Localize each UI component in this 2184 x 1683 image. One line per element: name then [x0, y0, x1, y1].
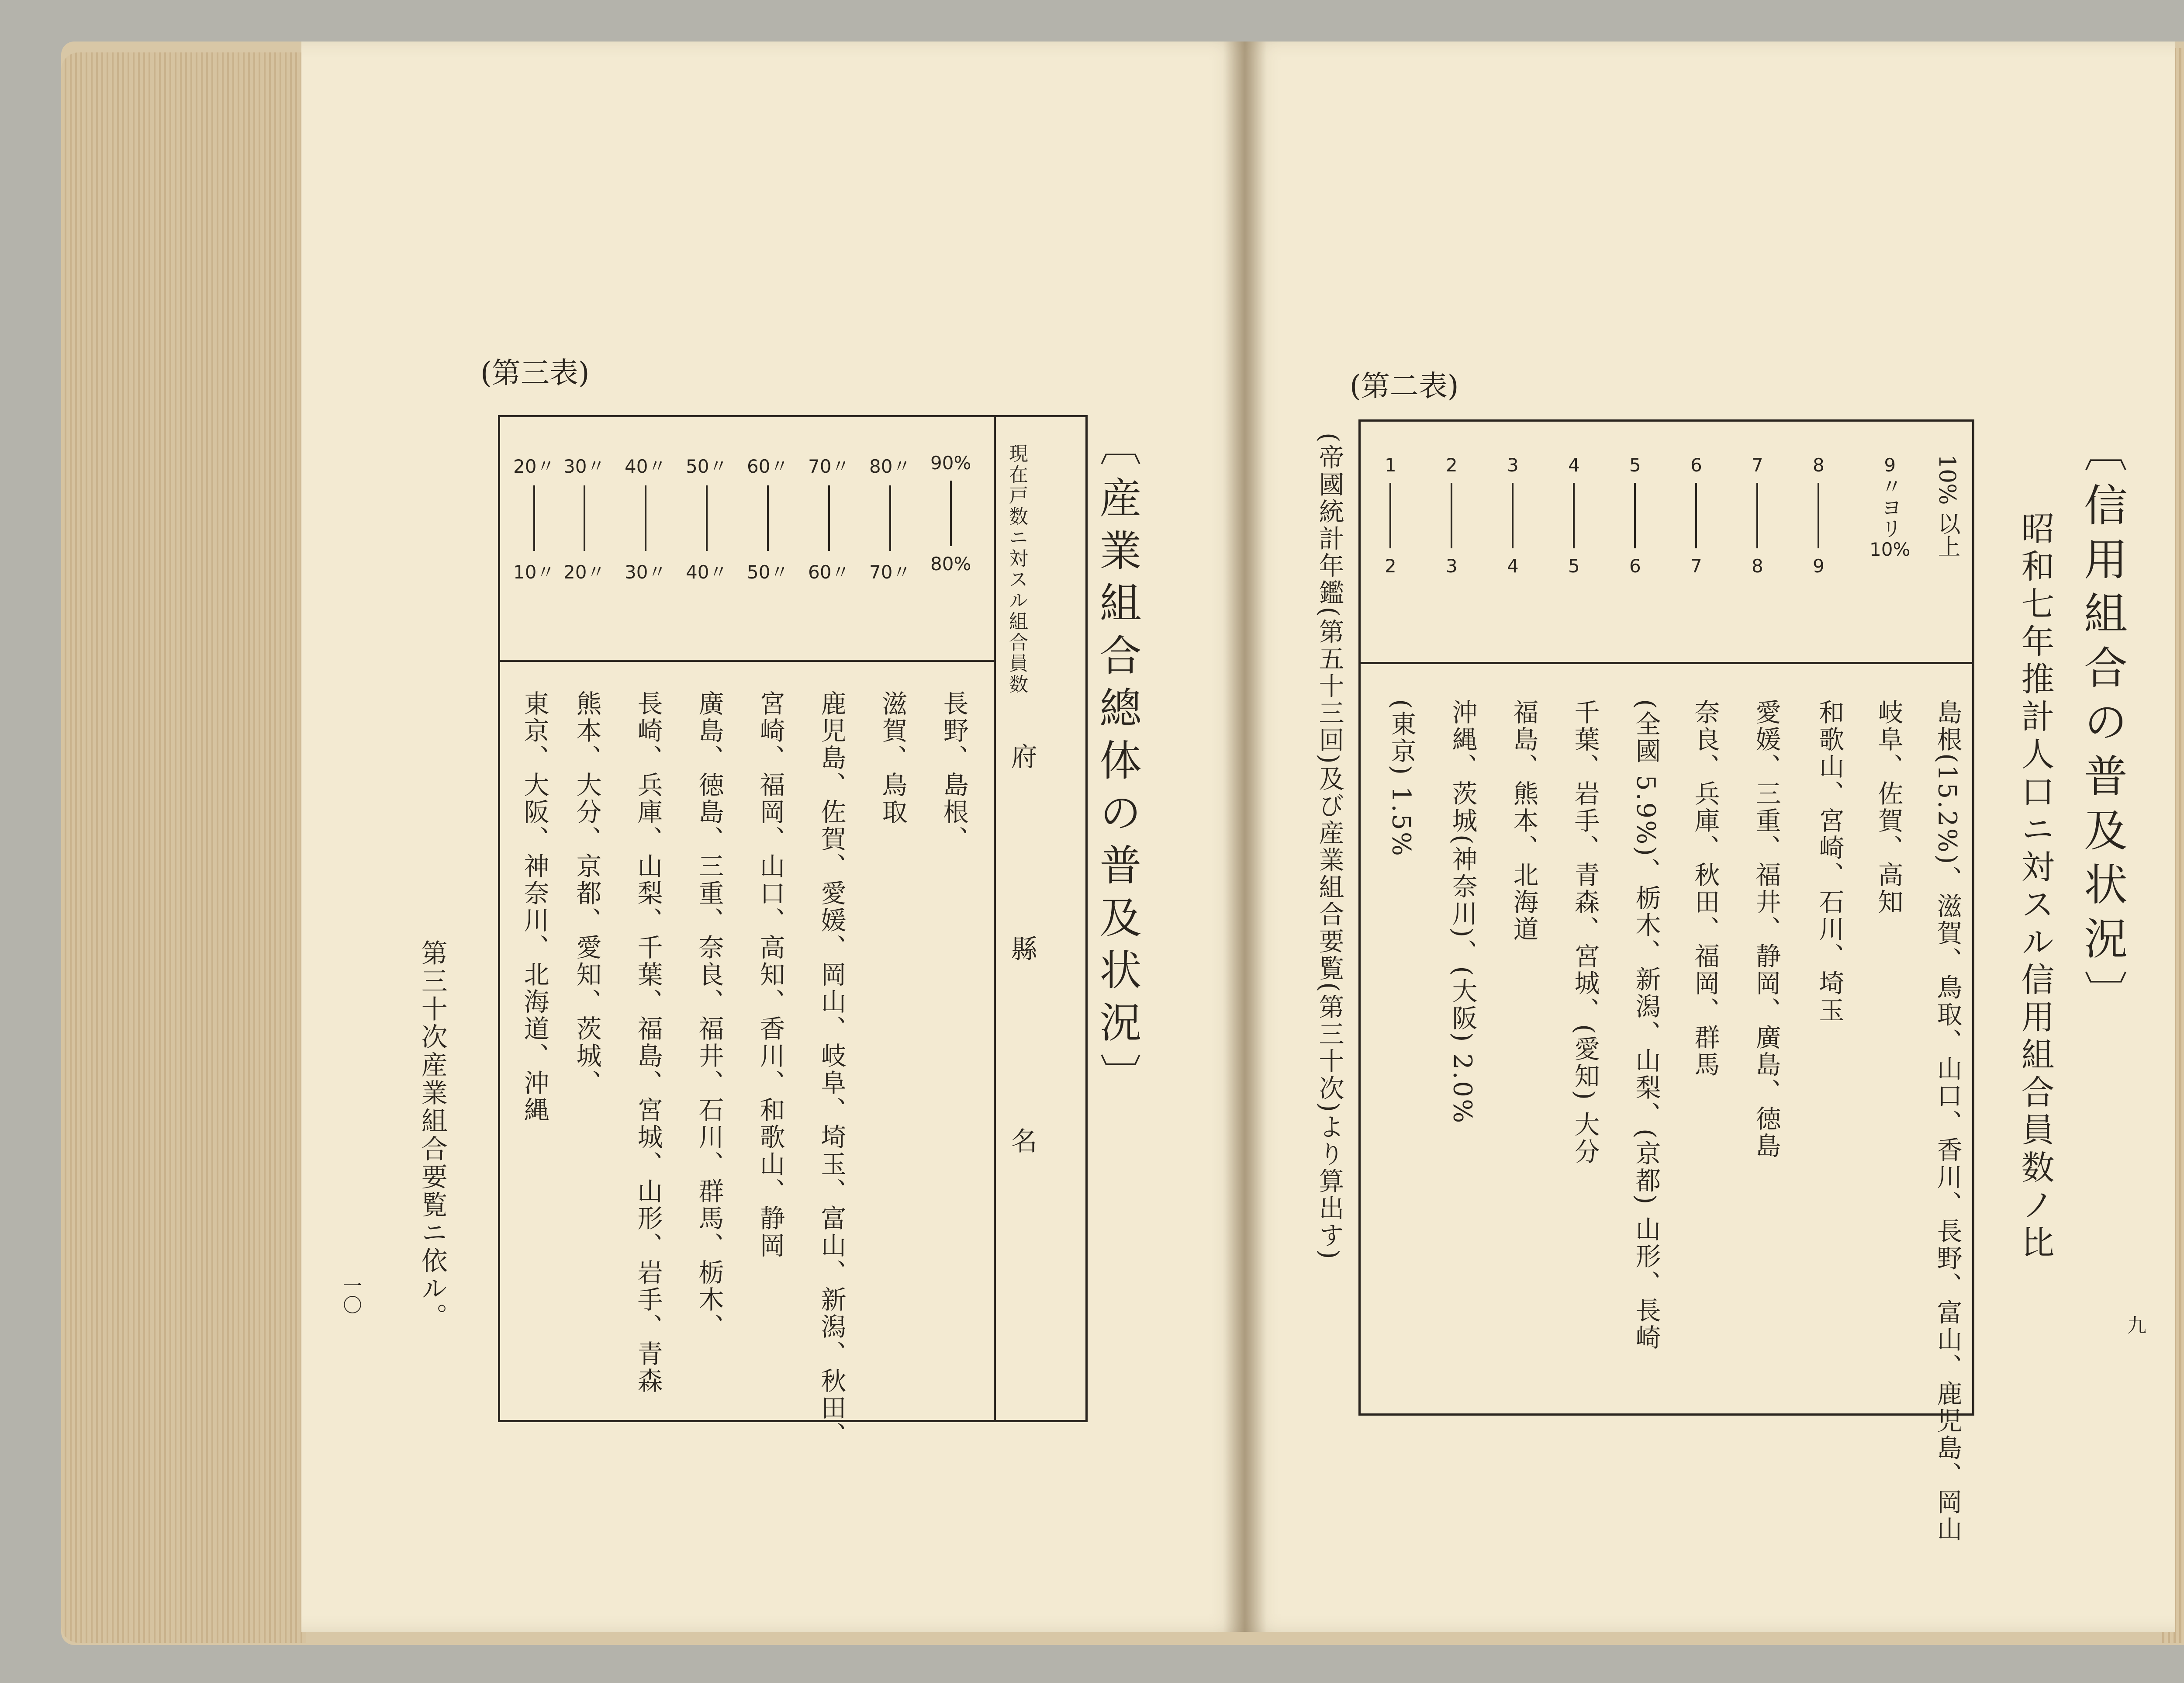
- right-page-number: 九: [2124, 1315, 2146, 1334]
- left-range-row-1: [930, 452, 971, 575]
- right-range-label: 10% 以上: [1934, 454, 1960, 558]
- left-pref-row-5: 廣島、徳島、三重、奈良、福井、石川、群馬、栃木、: [694, 690, 724, 1340]
- right-range-to: 8: [1752, 555, 1763, 577]
- right-pref-row-4: 愛媛、三重、福井、静岡、廣島、徳島: [1751, 699, 1781, 1160]
- left-page-title: 〔産業組合總体の普及状況〕: [1093, 424, 1142, 1105]
- right-range-to: 5: [1568, 555, 1580, 577]
- left-pref-row-3: 鹿児島、佐賀、愛媛、岡山、岐阜、埼玉、富山、新潟、秋田、: [816, 690, 847, 1449]
- left-range-from: 40〃: [625, 456, 667, 477]
- left-page-number: 一〇: [339, 1276, 362, 1314]
- right-range-from: 2: [1446, 454, 1458, 476]
- gutter-shadow: [1223, 42, 1267, 1632]
- left-pref-row-7: 熊本、大分、京都、愛知、茨城、: [572, 690, 602, 1097]
- right-range-from: 3: [1507, 454, 1519, 476]
- right-range-to: 7: [1690, 555, 1702, 577]
- left-table-header-rule: [498, 660, 996, 662]
- left-range-to: 40〃: [686, 561, 728, 583]
- right-range-row-8: [1507, 454, 1519, 577]
- left-pref-row-2: 滋賀、鳥取: [878, 690, 908, 826]
- right-range-row-6: [1629, 454, 1641, 577]
- right-range-to: 2: [1385, 555, 1396, 577]
- right-pref-row-6: (全國 5.9%)、栃木、新潟、山梨、(京都) 山形、長崎: [1631, 699, 1661, 1351]
- right-pref-row-5: 奈良、兵庫、秋田、福岡、群馬: [1690, 699, 1720, 1078]
- left-range-to: 50〃: [747, 561, 789, 583]
- left-range-from: 30〃: [563, 456, 605, 477]
- left-pref-row-6: 長崎、兵庫、山梨、千葉、福島、宮城、山形、岩手、青森: [633, 690, 663, 1395]
- right-range-from: 5: [1629, 454, 1641, 476]
- left-range-to: 10〃: [513, 561, 555, 583]
- right-source-note: (帝國統計年鑑(第五十三回)及び産業組合要覧(第三十次)より算出す): [1314, 433, 1344, 1261]
- right-range-to: 9: [1813, 555, 1825, 577]
- left-pref-row-1: 長野、島根、: [939, 690, 969, 853]
- right-pref-row-1: 島根(15.2%)、滋賀、鳥取、山口、香川、長野、富山、鹿児島、岡山: [1932, 699, 1963, 1543]
- right-range-to: 6: [1629, 555, 1641, 577]
- left-range-row-2: [869, 452, 911, 584]
- right-range-from: 8: [1813, 454, 1825, 476]
- left-header-pref: 府 縣 名: [1006, 743, 1037, 1223]
- left-range-from: 80〃: [869, 456, 911, 477]
- right-page-subtitle: 昭和七年推計人口ニ対スル信用組合員数ノ比: [2016, 511, 2055, 1263]
- right-range-from: 6: [1690, 454, 1702, 476]
- right-pref-row-10: (東京) 1.5%: [1386, 699, 1417, 858]
- right-pref-row-9: 沖縄、茨城(神奈川)、(大阪) 2.0%: [1448, 699, 1478, 1125]
- left-header-rate: 現在戸数ニ対スル組合員数: [1006, 443, 1028, 695]
- right-range-to: 3: [1446, 555, 1458, 577]
- show-through-text: [336, 435, 369, 1396]
- right-range-row-7: [1568, 454, 1580, 577]
- right-range-from: 9: [1884, 454, 1896, 476]
- right-range-row-10: [1385, 454, 1396, 577]
- left-range-row-4: [747, 452, 788, 584]
- left-table-col-rule: [994, 415, 996, 1420]
- left-range-from: 50〃: [686, 456, 728, 477]
- page-edges-left: [61, 52, 306, 1643]
- left-range-row-7: [563, 452, 605, 584]
- left-range-row-5: [686, 452, 727, 584]
- right-range-row-3: [1813, 454, 1825, 577]
- right-range-row-9: [1446, 454, 1458, 577]
- left-range-from: 60〃: [747, 456, 789, 477]
- left-range-from: 70〃: [808, 456, 850, 477]
- left-range-to: 20〃: [563, 561, 605, 583]
- right-range-from: 4: [1568, 454, 1580, 476]
- right-pref-row-7: 千葉、岩手、青森、宮城、(愛知) 大分: [1570, 699, 1600, 1166]
- right-range-to: 10%: [1870, 539, 1911, 560]
- left-source-note: 第三十次産業組合要覧ニ依ル。: [417, 939, 448, 1331]
- right-page-title: 〔信用組合の普及状況〕: [2077, 428, 2128, 1024]
- left-range-to: 80%: [930, 553, 971, 575]
- left-range-row-8: [513, 452, 555, 584]
- right-range-note: 〃ヨリ: [1877, 476, 1902, 539]
- left-range-to: 70〃: [869, 561, 911, 583]
- left-pref-row-8: 東京、大阪、神奈川、北海道、沖縄: [519, 690, 549, 1124]
- right-pref-row-2: 岐阜、佐賀、高知: [1873, 699, 1904, 916]
- right-pref-row-8: 福島、熊本、北海道: [1509, 699, 1539, 943]
- left-range-row-3: [808, 452, 850, 584]
- right-range-to: 4: [1507, 555, 1519, 577]
- right-range-row-4: [1752, 454, 1763, 577]
- right-range-row-1: [1931, 454, 1963, 558]
- right-range-from: 7: [1752, 454, 1763, 476]
- left-range-from: 20〃: [513, 456, 555, 477]
- left-table-label: (第三表): [480, 356, 590, 390]
- left-range-from: 90%: [930, 452, 971, 474]
- right-table-header-rule: [1358, 662, 1974, 664]
- right-range-from: 1: [1385, 454, 1396, 476]
- right-table-label: (第二表): [1350, 369, 1459, 403]
- right-pref-row-3: 和歌山、宮崎、石川、埼玉: [1814, 699, 1845, 1024]
- left-range-to: 60〃: [808, 561, 850, 583]
- right-range-row-2: [1870, 454, 1910, 560]
- right-range-row-5: [1690, 454, 1702, 577]
- left-range-row-6: [625, 452, 666, 584]
- left-range-to: 30〃: [625, 561, 667, 583]
- left-pref-row-4: 宮崎、福岡、山口、高知、香川、和歌山、静岡: [755, 690, 785, 1259]
